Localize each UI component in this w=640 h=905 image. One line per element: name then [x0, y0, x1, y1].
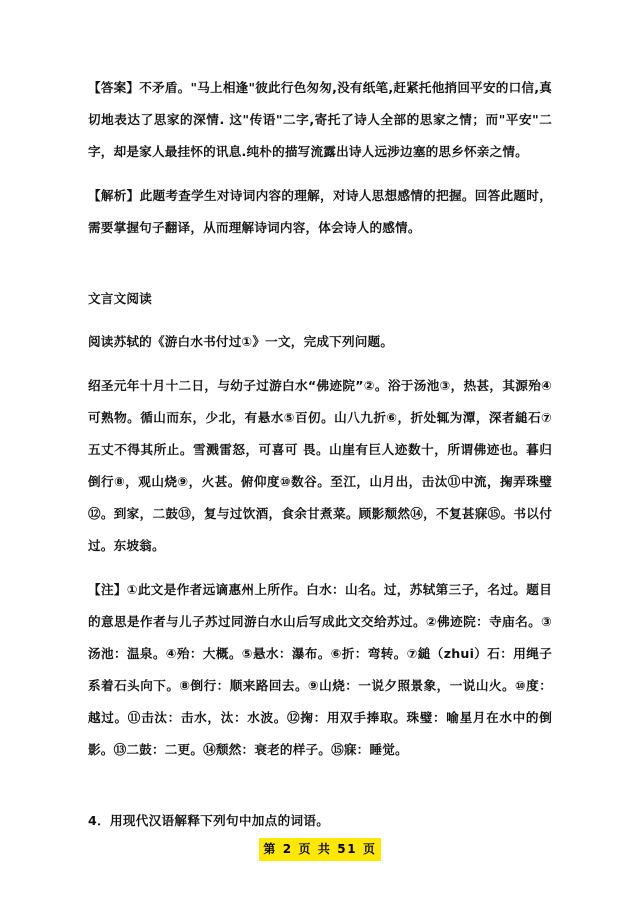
question-4: 4．用现代汉语解释下列句中加点的词语。 [88, 813, 330, 828]
spacer [88, 358, 552, 370]
classical-passage: 绍圣元年十月十二日，与幼子过游白水“佛迹院”②。浴于汤池③，热甚，其源殆④可熟物。循山而东，少北，有悬水⑤百仞。山八九折⑥，折处辄为潭，深者縋石⑦五丈不得其所止。雪溅雷怒，可喜可 畏。山崖有巨人迹数十，所谓佛迹也。暮归倒行⑧，观山烧⑨，火甚。俯仰度⑩数谷。至江，山月出，击汰⑪中流，掬弄珠璧⑫。到家，二鼓⑬，复与过饮酒，食余甘煮菜。顾影颓然⑭，不复甚寐⑮。书以付过。东坡翁。 [88, 378, 552, 553]
page-footer [0, 838, 640, 861]
passage-annotations: 【注】①此文是作者远谪惠州上所作。白水：山名。过，苏轼第三子，名过。题目的意思是作者与儿子苏过同游白水山后写成此文交给苏过。②佛迹院：寺庙名。③汤池：温泉。④殆：大概。⑤悬水：瀑布。⑥折：弯转。⑦縋（zhui）石：用绳子系着石头向下。⑧倒行：顺来路回去。⑨山烧：一说夕照景象，一说山火。⑩度：越过。⑪击汰：击水，汰：水波。⑫掬：用双手捧取。珠璧：喻星月在水中的倒影。⑬二鼓：二更。⑭颓然：衰老的样子。⑮寐：睡觉。 [88, 582, 552, 757]
section-title-classical-reading: 文言文阅读 [88, 291, 152, 306]
page-content [88, 72, 552, 836]
spacer [88, 766, 552, 806]
spacer [88, 168, 552, 180]
page-indicator: 第 2 页 共 51 页 [259, 838, 380, 861]
reading-instruction: 阅读苏轼的《游白水书付过①》一文，完成下列问题。 [88, 334, 394, 349]
analysis-paragraph: 【解析】此题考查学生对诗词内容的理解，对诗人思想感情的把握。回答此题时，需要掌握句子翻译，从而理解诗词内容，体会诗人的感情。 [88, 188, 552, 235]
spacer [88, 314, 552, 326]
spacer [88, 562, 552, 574]
answer-paragraph: 【答案】不矛盾。"马上相逢"彼此行色匆匆,没有纸笔,赶紧托他捎回平安的口信,真切地表达了思家的深情. 这"传语"二字,寄托了诗人全部的思家之情；而"平安"二字，却是家人最挂怀的讯息.纯朴的描写流露出诗人远涉边塞的思乡怀亲之情。 [88, 80, 552, 159]
spacer [88, 244, 552, 284]
